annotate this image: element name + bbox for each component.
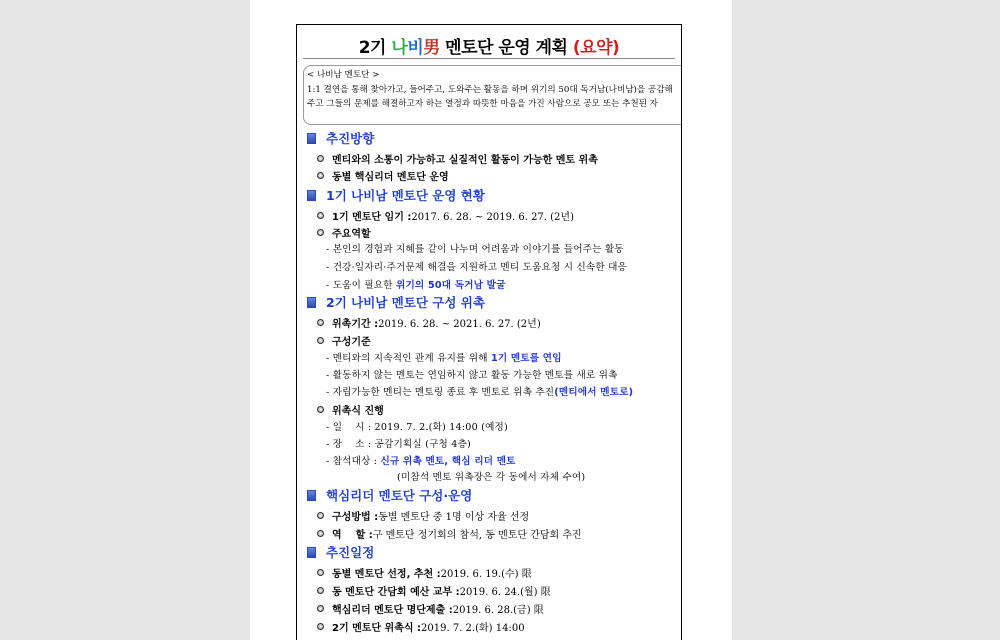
section-direction: 추진방향 [307,129,374,147]
list-item: 1기 멘토단 임기 : 2017. 6. 28. ~ 2019. 6. 27. (2년) [317,208,574,223]
list-item: 위촉기간 : 2019. 6. 28. ~ 2021. 6. 27. (2년) [317,315,541,330]
definition-box [303,65,681,125]
circle-bullet-icon [317,569,324,576]
section-square-icon [307,297,316,308]
title-divider [303,58,675,59]
section-status: 1기 나비남 멘토단 운영 현황 [307,186,485,204]
circle-bullet-icon [317,623,324,630]
summary-frame [296,24,682,640]
list-item: 멘티와의 소통이 가능하고 실질적인 활동이 가능한 멘토 위촉 [317,151,598,166]
circle-bullet-icon [317,155,324,162]
dash-item: - 활동하지 않는 멘토는 연임하지 않고 활동 가능한 멘토를 새로 위촉 [326,370,618,381]
circle-bullet-icon [317,172,324,179]
section-composition: 2기 나비남 멘토단 구성 위촉 [307,293,485,311]
document-title: 2기 나비男 멘토단 운영 계획 (요약) [358,38,620,58]
list-item: 핵심리더 멘토단 명단제출 : 2019. 6. 28.(금) 限 [317,601,544,616]
circle-bullet-icon [317,319,324,326]
circle-bullet-icon [317,512,324,519]
list-item: 주요역할 [317,225,371,240]
section-square-icon [307,547,316,558]
definition-heading: < 나비남 멘토단 > [307,70,380,80]
dash-item: - 도움이 필요한 위기의 50대 독거남 발굴 [326,280,506,291]
list-item: 역 할 : 구 멘토단 정기회의 참석, 동 멘토단 간담회 추진 [317,526,582,541]
list-item: 동별 멘토단 선정, 추천 : 2019. 6. 19.(수) 限 [317,565,532,580]
section-square-icon [307,133,316,144]
dash-item: - 본인의 경험과 지혜를 같이 나누며 어려움과 이야기를 들어주는 활동 [326,244,624,255]
dash-item: - 일 시 : 2019. 7. 2.(화) 14:00 (예정) [326,422,508,433]
dash-item: - 참석대상 : 신규 위촉 멘토, 핵심 리더 멘토 [326,456,516,467]
list-item: 구성기준 [317,333,371,348]
list-item: 동 멘토단 간담회 예산 교부 : 2019. 6. 24.(월) 限 [317,583,551,598]
circle-bullet-icon [317,337,324,344]
dash-item: - 건강·일자리·주거문제 해결을 지원하고 멘티 도움요청 시 신속한 대응 [326,262,628,273]
list-item: 2기 멘토단 위촉식 : 2019. 7. 2.(화) 14:00 [317,619,525,634]
attendance-note: (미참석 멘토 위촉장은 각 동에서 자체 수여) [397,472,586,483]
circle-bullet-icon [317,212,324,219]
circle-bullet-icon [317,587,324,594]
dash-item: - 장 소 : 공감기획실 (구청 4층) [326,439,471,450]
circle-bullet-icon [317,406,324,413]
circle-bullet-icon [317,229,324,236]
section-core-leader: 핵심리더 멘토단 구성·운영 [307,486,472,504]
circle-bullet-icon [317,605,324,612]
list-item: 동별 핵심리더 멘토단 운영 [317,168,449,183]
dash-item: - 멘티와의 지속적인 관계 유지를 위해 1기 멘토를 연임 [326,353,562,364]
list-item: 구성방법 : 동별 멘토단 중 1명 이상 자율 선정 [317,508,529,523]
dash-item: - 자립가능한 멘티는 멘토링 종료 후 멘토로 위촉 추진(멘티에서 멘토로) [326,387,634,398]
section-square-icon [307,490,316,501]
list-item: 위촉식 진행 [317,402,384,417]
circle-bullet-icon [317,530,324,537]
section-square-icon [307,190,316,201]
definition-body: 1:1 결연을 통해 찾아가고, 들어주고, 도와주는 활동을 하며 위기의 50대 독거남(나비남)을 공감해주고 그들의 문제를 해결하고자 하는 열정과 따뜻한 마음을 가진 사람으로 공모 또는 추천된 자 [307,84,673,109]
section-schedule: 추진일정 [307,543,374,561]
